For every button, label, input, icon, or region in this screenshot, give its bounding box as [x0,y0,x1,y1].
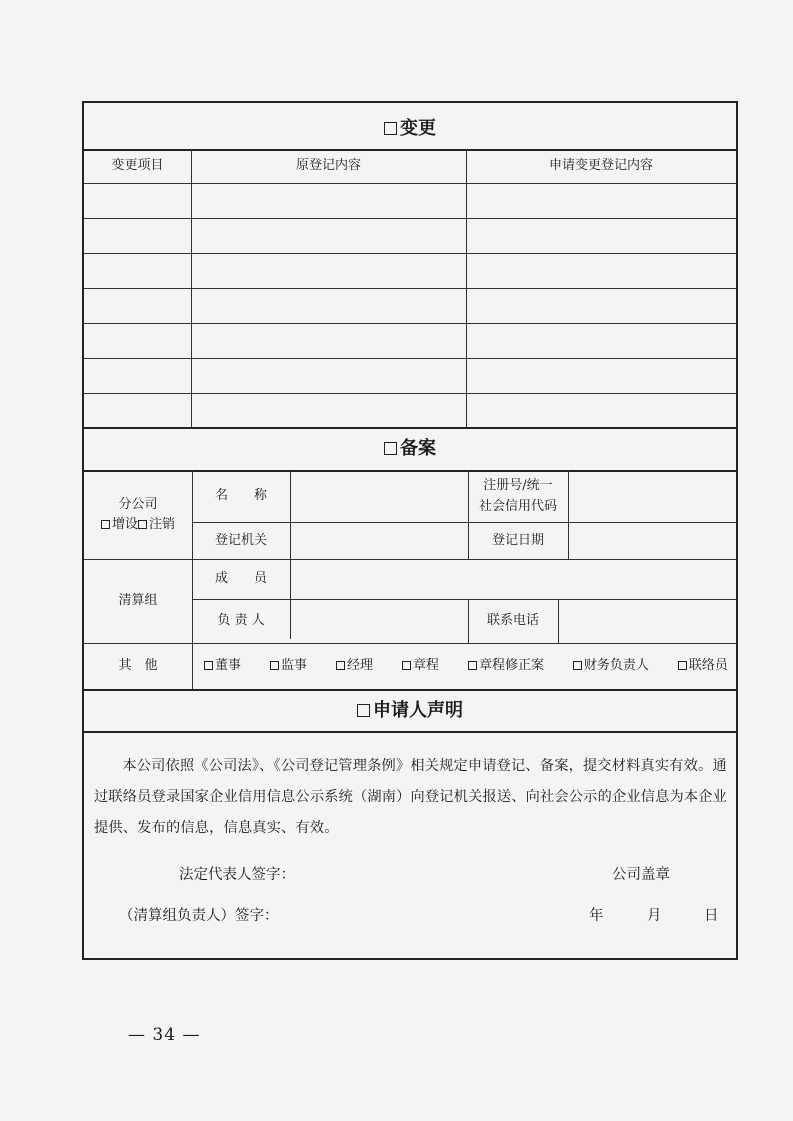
phone-input[interactable] [558,599,736,643]
change-row-1-original[interactable] [191,183,466,218]
change-row-7-new[interactable] [466,393,736,427]
section-divider [84,427,736,429]
other-option-director[interactable]: 董事 [204,656,241,676]
declaration-text: 本公司依照《公司法》、《公司登记管理条例》相关规定申请登记、备案，提交材料真实有效。通过联络员登录国家企业信用信息公示系统（湖南）向登记机关报送、向社会公示的企业信息为本企业提供、发布的信息，信息真实、有效。 [94,758,728,836]
reg-no-label-line1: 注册号/统一 [483,478,553,493]
liquidation-label: 清算组 [118,593,158,608]
reg-no-input[interactable] [568,470,736,522]
section-divider [84,689,736,691]
branch-name-label: 名 称 [214,488,267,503]
section-divider [84,731,736,733]
header-new-content: 申请变更登记内容 [548,158,653,173]
change-row-7-original[interactable] [191,393,466,427]
filing-checkbox[interactable] [384,442,397,455]
branch-label-cell [84,470,192,559]
change-row-4-new[interactable] [466,288,736,323]
filing-section-title [84,439,736,459]
change-row-4-original[interactable] [191,288,466,323]
branch-options [101,515,175,535]
declaration-section-title [84,701,736,721]
declaration-checkbox[interactable] [357,704,370,717]
seal-label: 公司盖章 [612,867,670,883]
checkbox-icon [678,661,687,670]
declaration-title-text: 申请人声明 [373,700,463,721]
checkbox-icon [270,661,279,670]
reg-no-label-line2: 社会信用代码 [478,499,557,514]
members-input[interactable] [290,559,736,599]
other-option-manager[interactable]: 经理 [336,656,373,676]
change-row-2-new[interactable] [466,218,736,253]
branch-cancel-checkbox[interactable] [138,520,147,529]
other-option-finance-head[interactable]: 财务负责人 [573,656,649,676]
change-row-5-item[interactable] [84,323,191,358]
authority-input[interactable] [290,522,468,559]
month-label: 月 [647,908,662,924]
leader-input[interactable] [290,599,468,643]
liquidation-signature-label: （清算组负责人）签字： [119,908,279,924]
change-row-7-item[interactable] [84,393,191,427]
branch-cancel-label: 注销 [149,516,176,532]
other-options [196,643,736,689]
change-row-2-item[interactable] [84,218,191,253]
change-row-6-original[interactable] [191,358,466,393]
change-row-5-new[interactable] [466,323,736,358]
reg-date-input[interactable] [568,522,736,559]
other-option-liaison[interactable]: 联络员 [678,656,728,676]
leader-label: 负 责 人 [217,613,265,628]
change-section-title [84,119,736,139]
header-original-content: 原登记内容 [295,158,361,173]
authority-label: 登记机关 [214,532,267,548]
change-row-1-item[interactable] [84,183,191,218]
page-number: — 34 — [128,1025,201,1045]
other-label: 其 他 [118,658,158,673]
branch-add-checkbox[interactable] [101,520,110,529]
legal-rep-signature-label: 法定代表人签字： [179,867,295,883]
checkbox-icon [573,661,582,670]
filing-title-text: 备案 [400,438,436,459]
other-option-articles-amendment[interactable]: 章程修正案 [468,656,544,676]
change-row-3-new[interactable] [466,253,736,288]
reg-date-label: 登记日期 [491,532,544,548]
change-checkbox[interactable] [384,122,397,135]
year-label: 年 [589,908,604,924]
change-row-5-original[interactable] [191,323,466,358]
change-row-1-new[interactable] [466,183,736,218]
change-row-3-original[interactable] [191,253,466,288]
change-title-text: 变更 [400,118,436,139]
change-row-2-original[interactable] [191,218,466,253]
branch-label: 分公司 [118,496,158,512]
checkbox-icon [204,661,213,670]
branch-name-input[interactable] [290,470,468,522]
change-row-3-item[interactable] [84,253,191,288]
phone-label: 联系电话 [486,613,539,628]
checkbox-icon [336,661,345,670]
members-label: 成 员 [214,571,267,586]
branch-add-label: 增设 [111,516,138,532]
change-row-6-item[interactable] [84,358,191,393]
checkbox-icon [468,661,477,670]
registration-form [82,101,738,960]
header-change-item: 变更项目 [111,158,164,173]
checkbox-icon [402,661,411,670]
change-row-6-new[interactable] [466,358,736,393]
reg-no-label-cell [468,470,568,522]
day-label: 日 [704,908,719,924]
change-row-4-item[interactable] [84,288,191,323]
other-option-supervisor[interactable]: 监事 [270,656,307,676]
other-option-articles[interactable]: 章程 [402,656,439,676]
